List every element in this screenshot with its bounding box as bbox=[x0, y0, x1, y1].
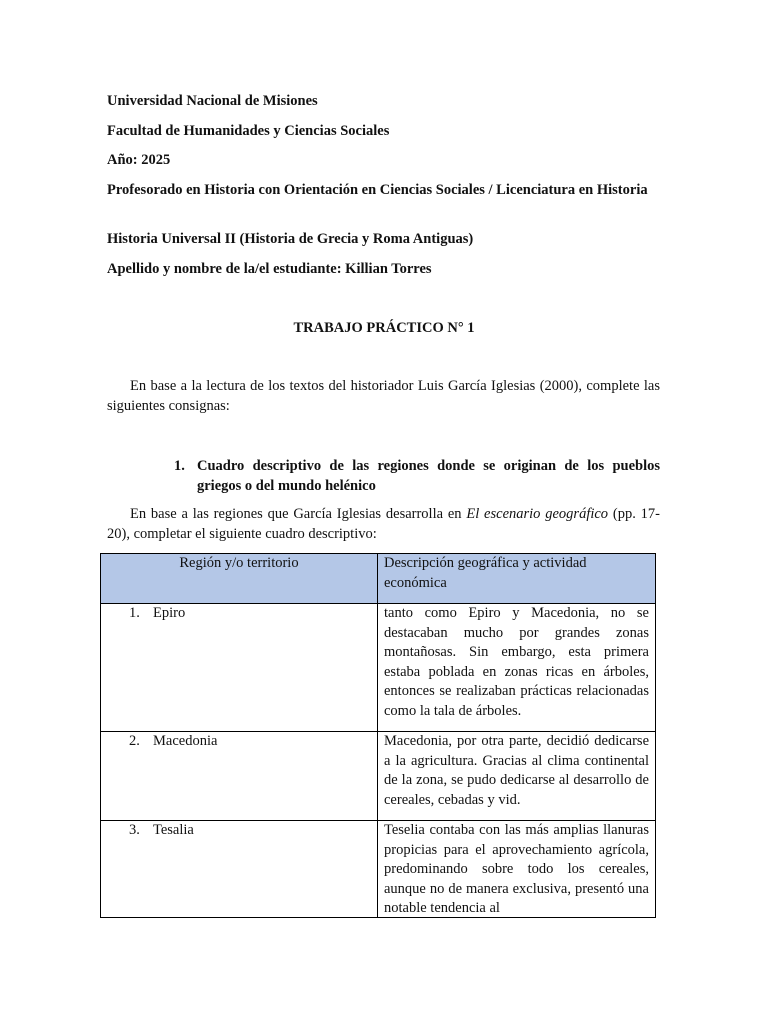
region-cell bbox=[101, 821, 378, 918]
university-name: Universidad Nacional de Misiones bbox=[107, 93, 318, 109]
instruction-book-title: El escenario geográfico bbox=[466, 506, 609, 522]
section-1-heading bbox=[174, 456, 660, 496]
region-name: Macedonia bbox=[153, 733, 218, 749]
region-cell bbox=[101, 732, 378, 821]
course-name: Historia Universal II (Historia de Grecia y Roma Antiguas) bbox=[107, 231, 474, 247]
table-row bbox=[101, 732, 656, 821]
region-number: 1. bbox=[129, 605, 140, 621]
table-row bbox=[101, 821, 656, 918]
column-header-region: Región y/o territorio bbox=[101, 554, 378, 604]
table-row bbox=[101, 604, 656, 732]
section-1-instruction bbox=[107, 504, 660, 544]
description-text: Teselia contaba con las más amplias llanuras propicias para el aprovechamiento agrícola, predominando sobre todo los cereales, aunque no de manera exclusiva, presentó una notable tendencia al bbox=[384, 822, 649, 916]
region-number: 3. bbox=[129, 822, 140, 838]
description-cell bbox=[378, 821, 656, 918]
description-cell: Macedonia, por otra parte, decidió dedicarse a la agricultura. Gracias al clima continental de la zona, se pudo dedicarse al desarrollo de cereales, cebadas y vid. bbox=[378, 732, 656, 821]
intro-paragraph: En base a la lectura de los textos del historiador Luis García Iglesias (2000), complete las siguientes consignas: bbox=[107, 378, 660, 414]
faculty-name: Facultad de Humanidades y Ciencias Sociales bbox=[107, 123, 390, 139]
regions-table bbox=[100, 553, 656, 918]
section-1-title: Cuadro descriptivo de las regiones donde se originan de los pueblos griegos o del mundo helénico bbox=[197, 458, 660, 494]
table-header-row bbox=[101, 554, 656, 604]
region-name: Epiro bbox=[153, 605, 186, 621]
region-cell bbox=[101, 604, 378, 732]
instruction-text-end: (pp. 17-20), completar el siguiente cuadro descriptivo: bbox=[107, 506, 660, 542]
instruction-text-start: En base a las regiones que García Iglesias desarrolla en bbox=[130, 506, 467, 522]
document-title: TRABAJO PRÁCTICO N° 1 bbox=[293, 320, 475, 336]
region-name: Tesalia bbox=[153, 822, 194, 838]
region-number: 2. bbox=[129, 733, 140, 749]
section-1-number: 1. bbox=[174, 458, 185, 474]
description-cell: tanto como Epiro y Macedonia, no se destacaban mucho por grandes zonas montañosas. Sin embargo, esta primera estaba poblada en zonas ricas en árboles, entonces se realizaban prácticas relacionadas como la tala de árboles. bbox=[378, 604, 656, 732]
program-name: Profesorado en Historia con Orientación en Ciencias Sociales / Licenciatura en Historia bbox=[107, 182, 648, 198]
student-name: Apellido y nombre de la/el estudiante: Killian Torres bbox=[107, 261, 432, 277]
column-header-description: Descripción geográfica y actividad económica bbox=[378, 554, 656, 604]
academic-year: Año: 2025 bbox=[107, 152, 171, 168]
